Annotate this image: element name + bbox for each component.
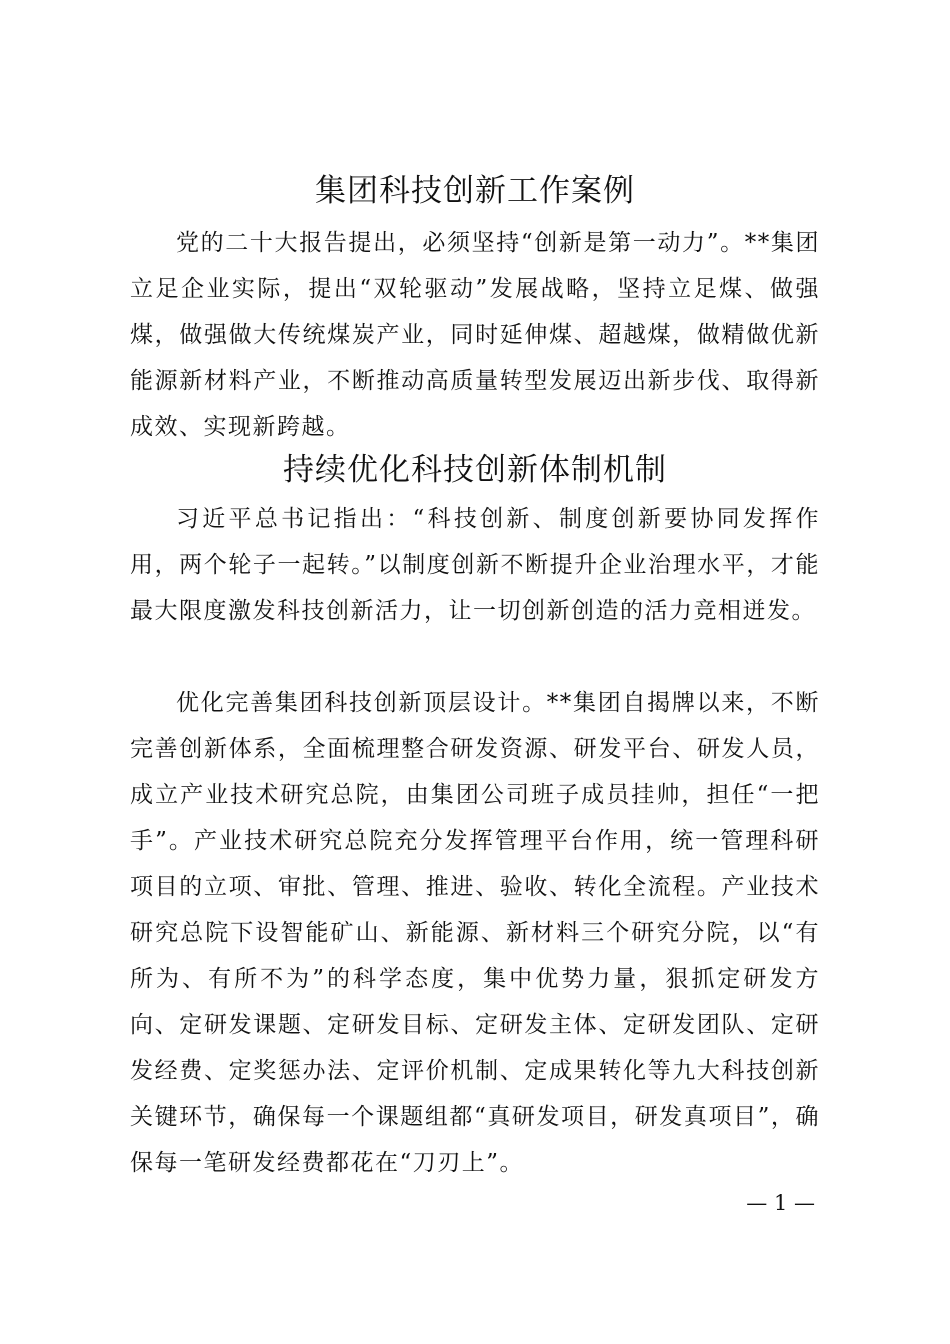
section-paragraph-2: 优化完善集团科技创新顶层设计。**集团自揭牌以来，不断完善创新体系，全面梳理整合研发资源、研发平台、研发人员，成立产业技术研究总院，由集团公司班子成员挂帅，担任“一把手”。产业技术研究总院充分发挥管理平台作用，统一管理科研项目的立项、审批、管理、推进、验收、转化全流程。产业技术研究总院下设智能矿山、新能源、新材料三个研究分院，以“有所为、有所不为”的科学态度，集中优势力量，狠抓定研发方向、定研发课题、定研发目标、定研发主体、定研发团队、定研发经费、定奖惩办法、定评价机制、定成果转化等九大科技创新关键环节，确保每一个课题组都“真研发项目，研发真项目”，确保每一笔研发经费都花在“刀刃上”。: [130, 690, 820, 1176]
page-number: — 1 —: [746, 1191, 815, 1215]
intro-paragraph: 党的二十大报告提出，必须坚持“创新是第一动力”。**集团立足企业实际，提出“双轮驱动”发展战略，坚持立足煤、做强煤，做强做大传统煤炭产业，同时延伸煤、超越煤，做精做优新能源新材料产业，不断推动高质量转型发展迈出新步伐、取得新成效、实现新跨越。: [130, 230, 820, 440]
section-paragraph-1: 习近平总书记指出：“科技创新、制度创新要协同发挥作用，两个轮子一起转。”以制度创新不断提升企业治理水平，才能最大限度激发科技创新活力，让一切创新创造的活力竞相迸发。: [130, 506, 820, 624]
section-heading: 持续优化科技创新体制机制: [283, 452, 667, 488]
document-title: 集团科技创新工作案例: [315, 173, 635, 209]
